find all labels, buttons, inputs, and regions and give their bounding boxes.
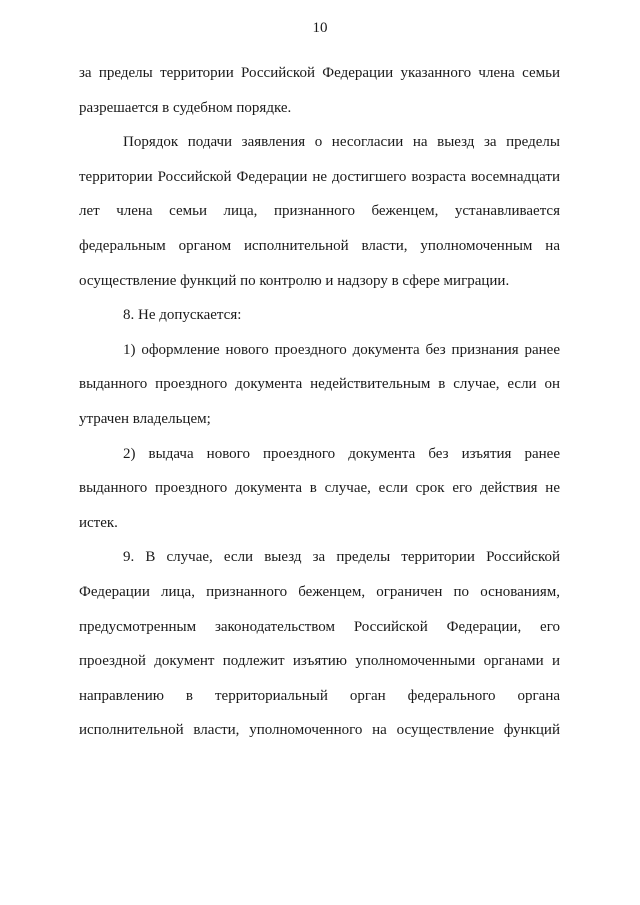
paragraph-objection-procedure: Порядок подачи заявления о несогласии на выезд за пределы территории Российской Федерации не достигшего возраста восемнадцати лет члена семьи лица, признанного беженцем, устанавливается федеральным органом исполнительной власти, уполномоченным на осуществление функций по контролю и надзору в сфере миграции. — [79, 134, 560, 289]
paragraph-item-9: 9. В случае, если выезд за пределы территории Российской Федерации лица, признанного беженцем, ограничен по основаниям, предусмотренным законодательством Российской Федерации, его проездной документ подлежит изъятию уполномоченными органами и направлению в территориальный орган федерального органа исполнительной власти, уполномоченного на осуществление функций — [79, 549, 560, 739]
document-body — [79, 56, 560, 748]
paragraph-continuation: за пределы территории Российской Федерации указанного члена семьи разрешается в судебном порядке. — [79, 65, 560, 116]
paragraph-item-8-1: 1) оформление нового проездного документа без признания ранее выданного проездного документа недействительным в случае, если он утрачен владельцем; — [79, 341, 560, 427]
paragraph-item-8-2: 2) выдача нового проездного документа без изъятия ранее выданного проездного документа в случае, если срок его действия не истек. — [79, 445, 560, 531]
paragraph-item-8-heading: 8. Не допускается: — [123, 307, 242, 324]
page-number: 10 — [312, 20, 328, 36]
